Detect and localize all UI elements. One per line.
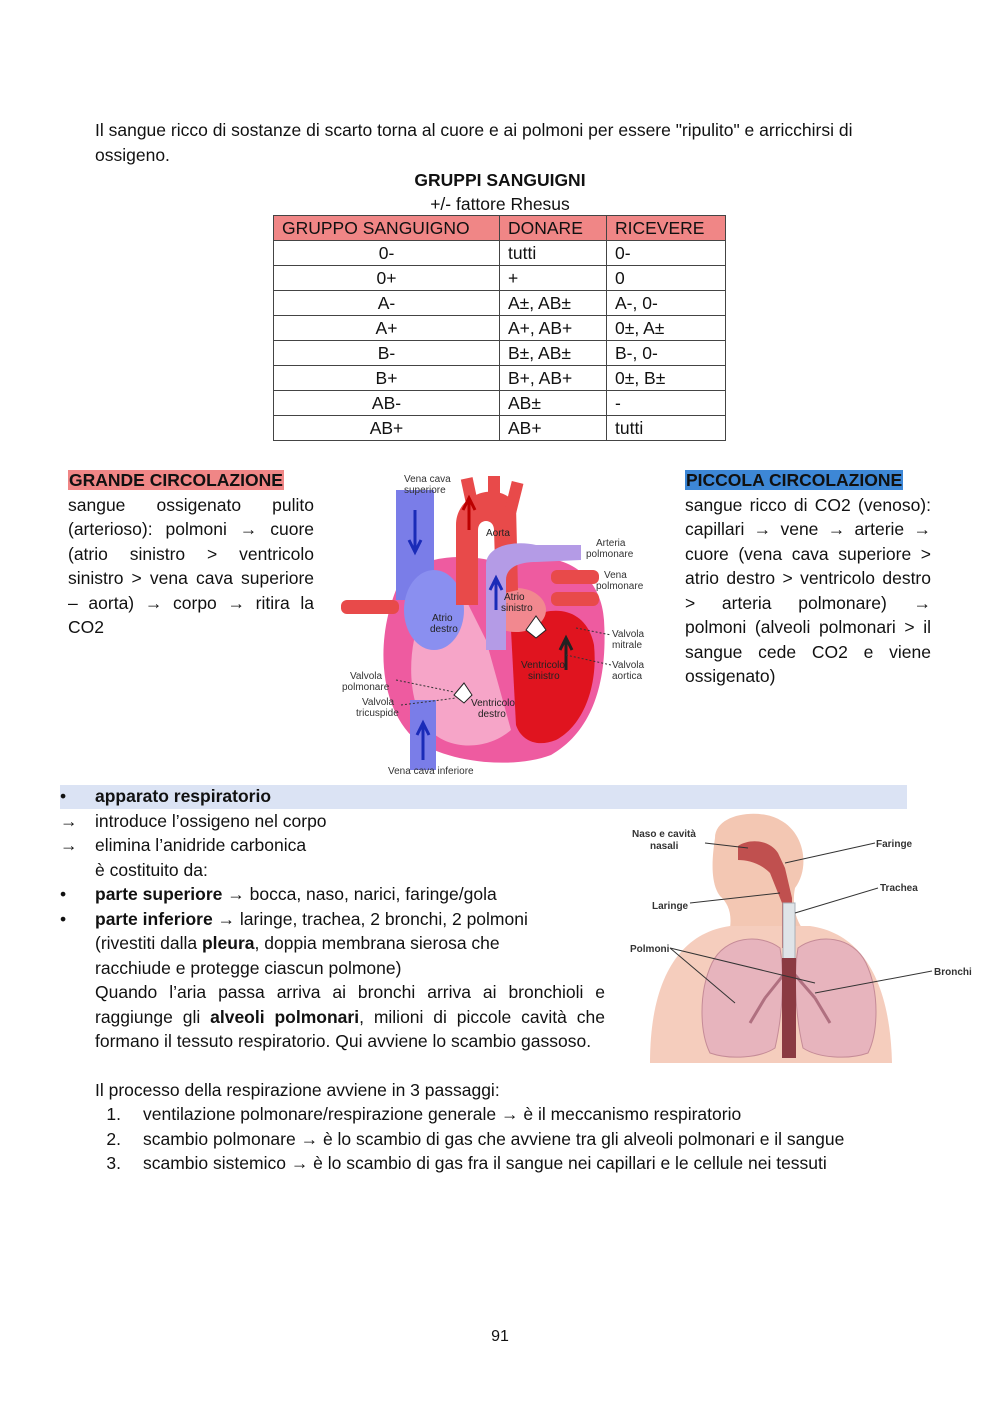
- label-polmoni: Polmoni: [630, 944, 670, 955]
- piccola-circolazione-title: PICCOLA CIRCOLAZIONE: [686, 470, 903, 490]
- cell-group: 0+: [274, 266, 500, 291]
- cell-donate: A±, AB±: [500, 291, 607, 316]
- bullet-icon: •: [60, 884, 67, 904]
- table-header-row: [274, 216, 726, 241]
- label-arteria-polmonare: Arteria: [596, 538, 626, 549]
- respiratory-arrow-2: elimina l’anidride carbonica: [95, 835, 307, 855]
- alveoli-post: , milioni di piccole cavità che formano il tessuto respiratorio. Qui avviene lo scambio gassoso.: [95, 1006, 605, 1051]
- grande-circolazione-text: sangue ossigenato pulito (arterioso): polmoni → cuore (atrio sinistro > ventricolo sinistro > vena cava superiore – aorta) → corpo → ritira la CO2: [68, 494, 314, 637]
- label-valvola-tricuspide-2: tricuspide: [356, 708, 399, 719]
- right-atrium: [404, 570, 464, 650]
- header-gruppo: GRUPPO SANGUIGNO: [274, 216, 500, 241]
- heart-vessel-shape: [782, 958, 796, 1058]
- page-number: 91: [491, 1328, 509, 1345]
- label-vena-cava-superiore-2: superiore: [404, 485, 446, 496]
- table-row: [274, 391, 726, 416]
- cell-group: B-: [274, 341, 500, 366]
- step-text: ventilazione polmonare/respirazione generale → è il meccanismo respiratorio: [143, 1104, 742, 1124]
- cell-receive: -: [607, 391, 726, 416]
- bullet-icon: •: [60, 909, 67, 929]
- step-text: scambio polmonare → è lo scambio di gas che avviene tra gli alveoli polmonari e il sangue: [143, 1128, 845, 1149]
- process-steps: [95, 1102, 915, 1176]
- label-bronchi: Bronchi: [934, 967, 972, 978]
- label-ventricolo-sinistro-2: sinistro: [528, 671, 560, 682]
- label-naso-2: nasali: [650, 841, 679, 852]
- label-valvola-mitrale-2: mitrale: [612, 640, 643, 651]
- header-donare: DONARE: [500, 216, 607, 241]
- label-aorta: Aorta: [486, 528, 510, 539]
- cell-donate: B+, AB+: [500, 366, 607, 391]
- table-row: [274, 241, 726, 266]
- cell-group: A-: [274, 291, 500, 316]
- respiratory-heading-text: apparato respiratorio: [95, 786, 272, 806]
- table-row: [274, 291, 726, 316]
- leader-line: [795, 888, 878, 913]
- parte-inferiore-text: → laringe, trachea, 2 bronchi, 2 polmoni: [212, 909, 528, 929]
- piccola-circolazione-block: [685, 468, 931, 689]
- intro-paragraph: [95, 118, 925, 167]
- cell-receive: A-, 0-: [607, 291, 726, 316]
- label-trachea: Trachea: [880, 883, 918, 894]
- label-atrio-sinistro: Atrio: [504, 592, 525, 603]
- bullet-icon: •: [60, 786, 67, 806]
- label-atrio-sinistro-2: sinistro: [501, 603, 533, 614]
- label-ventricolo-destro: Ventricolo: [471, 698, 515, 709]
- grande-circolazione-title: GRANDE CIRCOLAZIONE: [69, 470, 283, 490]
- cell-receive: 0±, B±: [607, 366, 726, 391]
- pleura-pre: (rivestiti dalla: [95, 933, 202, 953]
- parte-superiore-text: → bocca, naso, narici, faringe/gola: [222, 884, 497, 904]
- cell-group: A+: [274, 316, 500, 341]
- cell-donate: A+, AB+: [500, 316, 607, 341]
- label-atrio-destro: Atrio: [432, 613, 453, 624]
- alveoli-paragraph: [95, 980, 605, 1054]
- list-item: [95, 1127, 915, 1152]
- table-row: [274, 416, 726, 441]
- pleura-post: , doppia membrana sierosa che: [254, 933, 500, 953]
- respiratory-arrow-1: introduce l’ossigeno nel corpo: [95, 811, 327, 831]
- label-valvola-mitrale: Valvola: [612, 629, 645, 640]
- blood-groups-subtitle: +/- fattore Rhesus: [430, 194, 570, 214]
- label-vena-cava-superiore: Vena cava: [404, 474, 451, 485]
- cell-group: 0-: [274, 241, 500, 266]
- label-valvola-aortica: Valvola: [612, 660, 645, 671]
- cell-receive: 0-: [607, 241, 726, 266]
- label-faringe: Faringe: [876, 839, 913, 850]
- respiratory-diagram: [620, 808, 975, 1063]
- step-text: scambio sistemico → è lo scambio di gas fra il sangue nei capillari e le cellule nei tessuti: [143, 1153, 827, 1173]
- cell-receive: 0±, A±: [607, 316, 726, 341]
- cell-group: B+: [274, 366, 500, 391]
- cell-donate: B±, AB±: [500, 341, 607, 366]
- cell-receive: 0: [607, 266, 726, 291]
- alveoli-pre: Quando l’aria passa arriva ai bronchi arriva ai bronchioli e raggiunge gli: [95, 982, 605, 1027]
- parte-inferiore-label: parte inferiore: [95, 909, 213, 929]
- label-valvola-aortica-2: aortica: [612, 671, 643, 682]
- cell-donate: AB±: [500, 391, 607, 416]
- cell-donate: AB+: [500, 416, 607, 441]
- label-valvola-tricuspide: Valvola: [362, 697, 395, 708]
- cell-receive: B-, 0-: [607, 341, 726, 366]
- label-ventricolo-sinistro: Ventricolo: [521, 660, 565, 671]
- step-number: 1.: [106, 1104, 121, 1124]
- piccola-circolazione-text: sangue ricco di CO2 (venoso): capillari → vene → arterie → cuore (vena cava superiore > atrio destro > ventricolo destro > arteria polmonare) → polmoni (alveoli polmonari > il sangue cede CO2 e viene ossigenato): [685, 494, 931, 686]
- intro-line-2: ossigeno.: [95, 144, 170, 165]
- table-row: [274, 341, 726, 366]
- table-row: [274, 316, 726, 341]
- label-naso: Naso e cavità: [632, 829, 696, 840]
- step-number: 3.: [106, 1153, 121, 1173]
- cell-group: AB-: [274, 391, 500, 416]
- pulmonary-vein-shape: [551, 570, 599, 584]
- process-intro: Il processo della respirazione avviene in 3 passaggi:: [95, 1080, 500, 1100]
- heart-diagram: [336, 470, 666, 780]
- intro-line-1: Il sangue ricco di sostanze di scarto torna al cuore e ai polmoni per essere "ripulito" e arricchirsi di: [95, 120, 853, 140]
- cell-group: AB+: [274, 416, 500, 441]
- cell-donate: tutti: [500, 241, 607, 266]
- cell-receive: tutti: [607, 416, 726, 441]
- costituito-text: è costituito da:: [95, 860, 208, 880]
- pulmonary-vein-shape: [551, 592, 599, 606]
- label-atrio-destro-2: destro: [430, 624, 458, 635]
- label-vena-cava-inferiore: Vena cava inferiore: [388, 766, 474, 777]
- label-arteria-polmonare-2: polmonare: [586, 549, 634, 560]
- list-item: [95, 1102, 915, 1127]
- label-vena-polmonare: Vena: [604, 570, 627, 581]
- table-row: [274, 266, 726, 291]
- step-number: 2.: [106, 1128, 121, 1149]
- arrow-icon: →: [60, 835, 78, 855]
- label-laringe: Laringe: [652, 901, 689, 912]
- pleura-line-2: racchiude e protegge ciascun polmone): [95, 958, 402, 978]
- label-valvola-polmonare-2: polmonare: [342, 682, 390, 693]
- aorta-branch: [488, 476, 500, 508]
- label-vena-polmonare-2: polmonare: [596, 581, 644, 592]
- label-ventricolo-destro-2: destro: [478, 709, 506, 720]
- cell-donate: +: [500, 266, 607, 291]
- parte-superiore-label: parte superiore: [95, 884, 223, 904]
- arrow-icon: →: [60, 811, 78, 831]
- table-row: [274, 366, 726, 391]
- blood-groups-title: GRUPPI SANGUIGNI: [414, 170, 586, 190]
- alveoli-label: alveoli polmonari: [210, 1006, 360, 1027]
- right-lung-shape: [796, 939, 876, 1057]
- pleura-label: pleura: [201, 933, 255, 953]
- pulmonary-vein-left-shape: [341, 600, 399, 614]
- label-valvola-polmonare: Valvola: [350, 671, 383, 682]
- header-ricevere: RICEVERE: [607, 216, 726, 241]
- grande-circolazione-block: [68, 468, 314, 640]
- list-item: [95, 1151, 915, 1176]
- blood-groups-table: [273, 215, 726, 441]
